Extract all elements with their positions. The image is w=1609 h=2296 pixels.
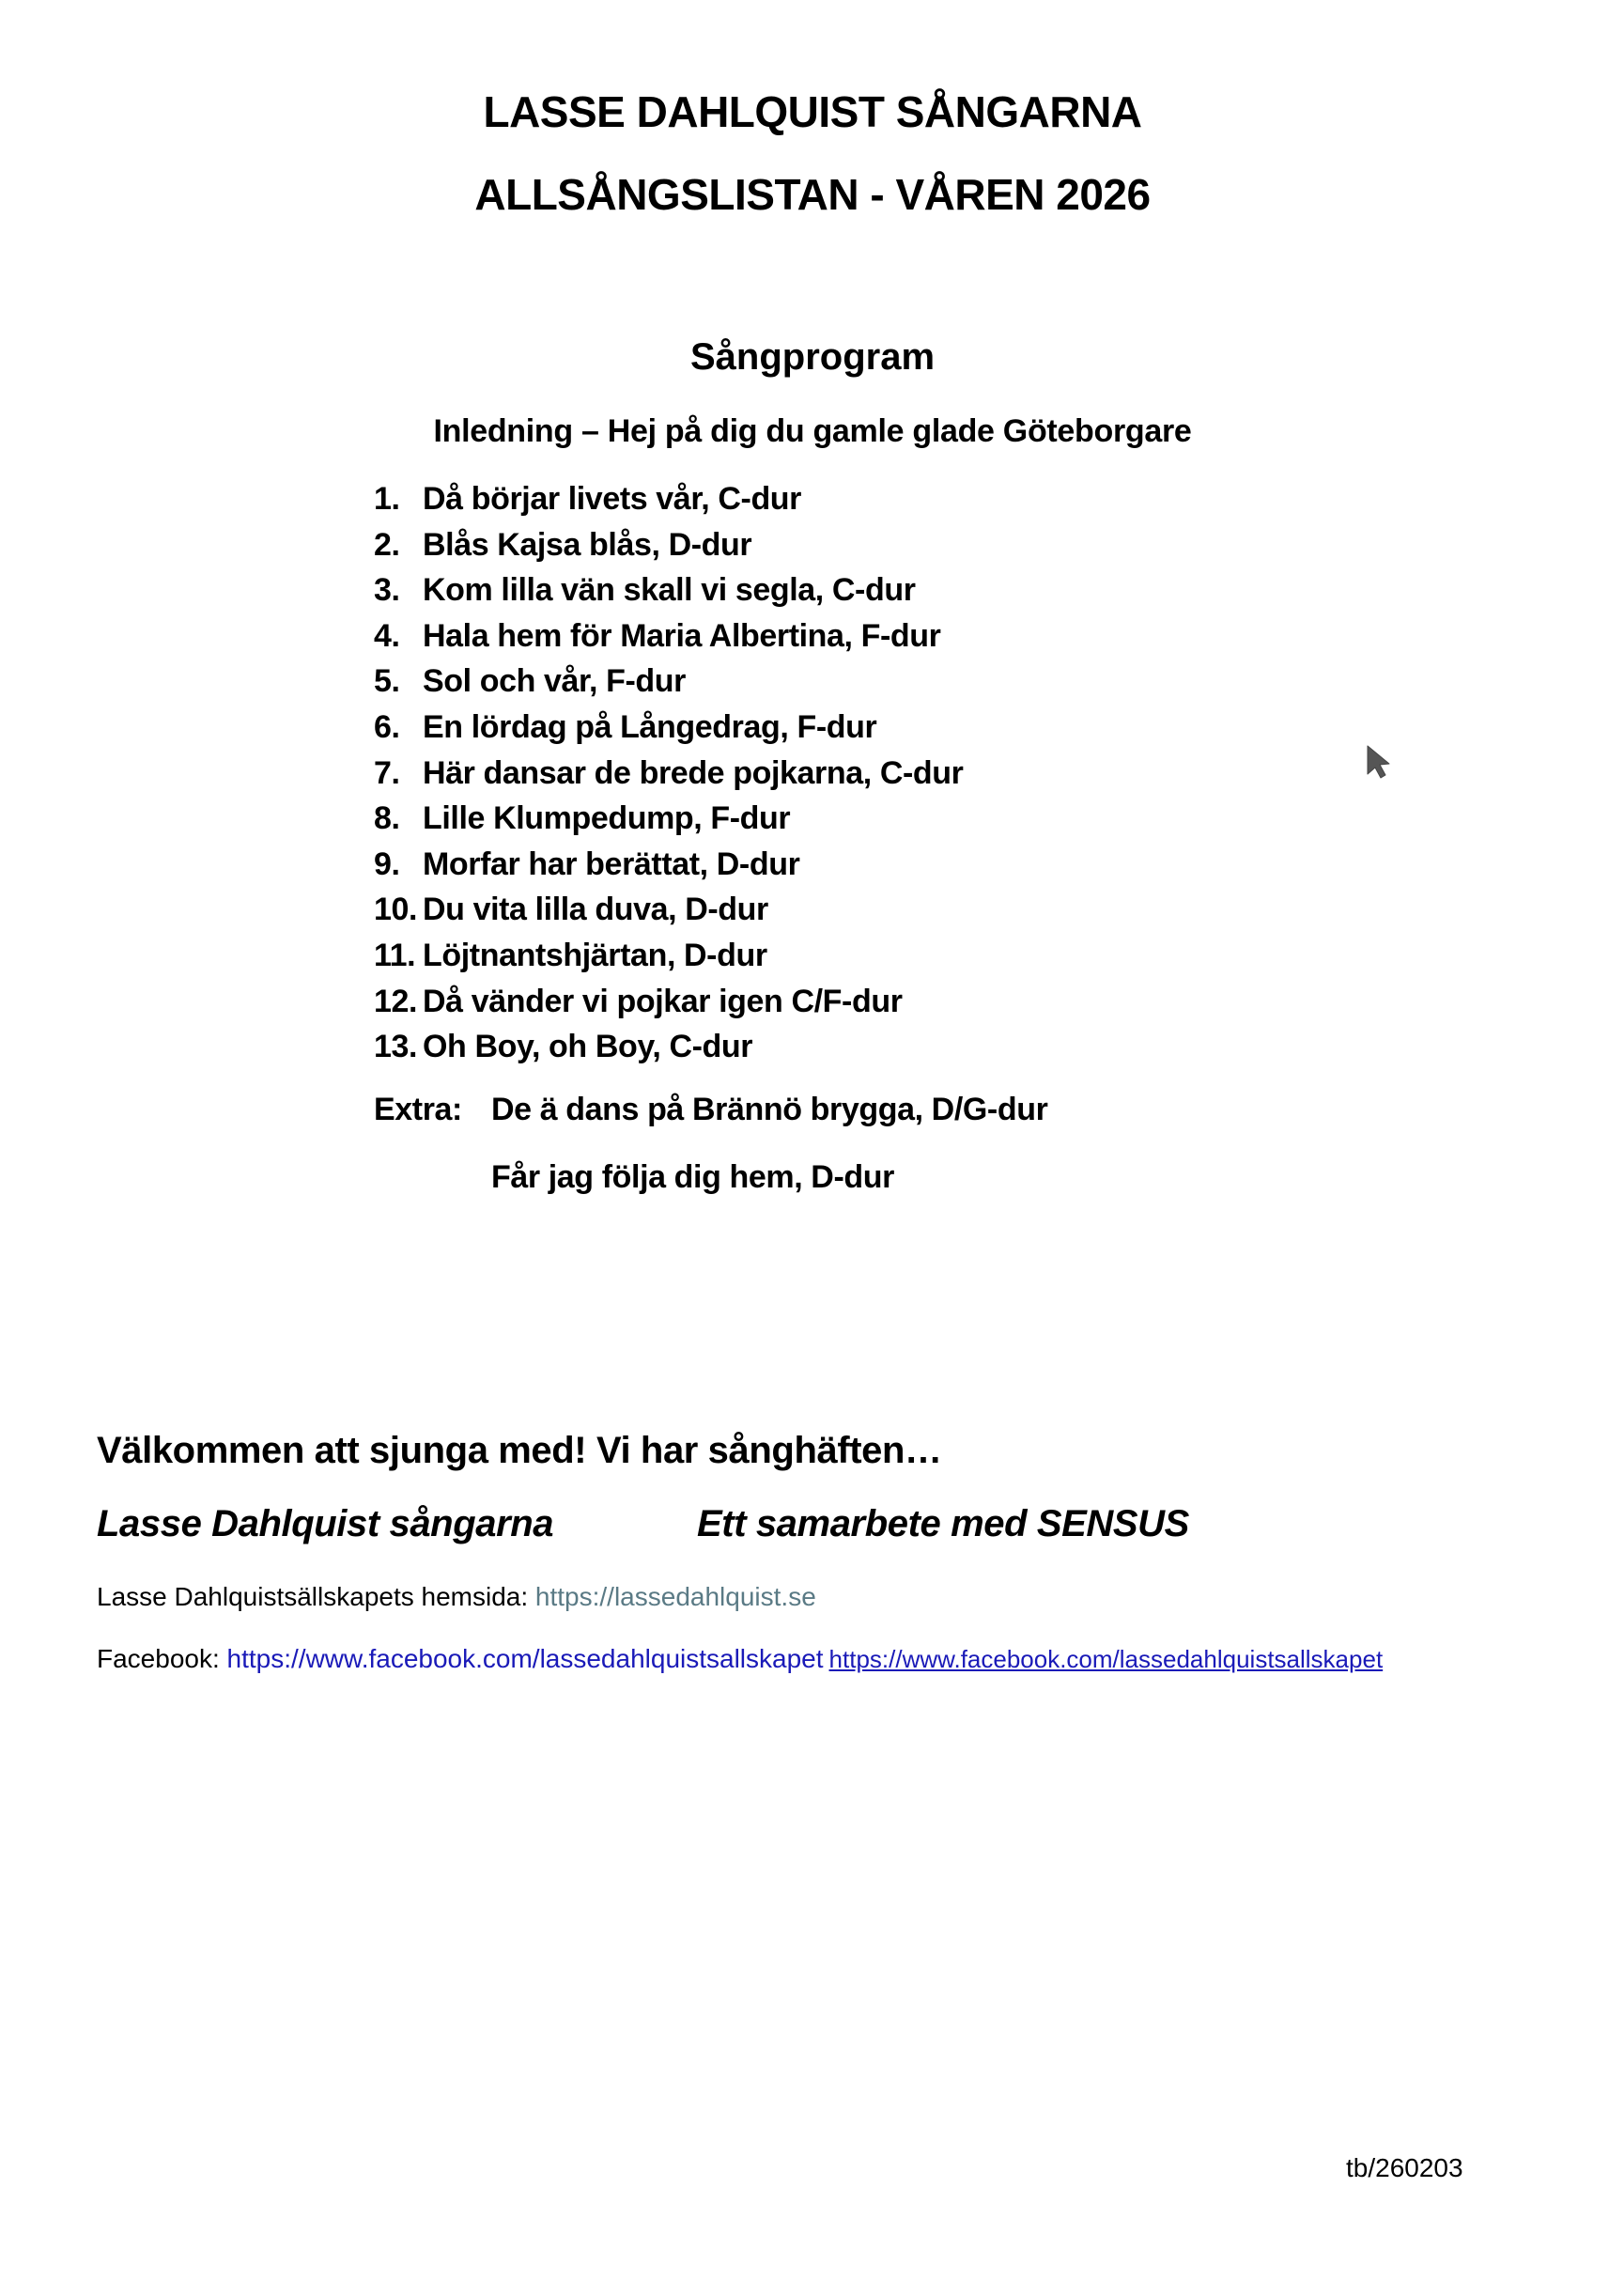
song-title: Du vita lilla duva, D-dur (423, 892, 768, 928)
song-title: Blås Kajsa blås, D-dur (423, 526, 752, 563)
organization-name: Lasse Dahlquist sångarna (97, 1503, 554, 1544)
partner-text: Ett samarbete med SENSUS (697, 1503, 1189, 1544)
song-title: Då vänder vi pojkar igen C/F-dur (423, 983, 903, 1019)
song-number: 13. (374, 1029, 418, 1065)
song-title: Löjtnantshjärtan, D-dur (423, 937, 767, 973)
document-subtitle: ALLSÅNGSLISTAN - VÅREN 2026 (474, 170, 1151, 219)
song-number: 9. (374, 845, 400, 882)
song-item (374, 567, 964, 613)
song-title: Då börjar livets vår, C-dur (423, 481, 802, 517)
song-number: 11. (374, 937, 416, 973)
song-number: 12. (374, 983, 418, 1019)
homepage-label: Lasse Dahlquistsällskapets hemsida: (97, 1582, 535, 1611)
song-number: 10. (374, 892, 418, 928)
song-number: 8. (374, 800, 400, 837)
extra-song-title: De ä dans på Brännö brygga, D/G-dur (491, 1092, 1048, 1127)
program-heading: Sångprogram (689, 336, 936, 378)
song-item (374, 842, 964, 888)
song-item (374, 933, 964, 979)
facebook-label: Facebook: (97, 1644, 227, 1673)
document-code: tb/260203 (1346, 2153, 1463, 2182)
song-title: Kom lilla vän skall vi segla, C-dur (423, 572, 916, 609)
song-item (374, 613, 964, 659)
song-number: 5. (374, 663, 400, 700)
song-title: En lördag på Långedrag, F-dur (423, 708, 877, 745)
facebook-link-underlined[interactable]: https://www.facebook.com/lassedahlquistsallskapet (828, 1645, 1384, 1673)
song-number: 6. (374, 708, 400, 745)
extra-song-row (491, 1159, 894, 1196)
song-title: Hala hem för Maria Albertina, F-dur (423, 617, 941, 654)
song-item (374, 522, 964, 568)
welcome-text: Välkommen att sjunga med! Vi har sånghäften… (97, 1430, 942, 1471)
document-title: LASSE DAHLQUIST SÅNGARNA (483, 87, 1142, 136)
program-intro: Inledning – Hej på dig du gamle glade Göteborgare (433, 413, 1192, 449)
song-item (374, 659, 964, 705)
song-title: Lille Klumpedump, F-dur (423, 800, 791, 837)
song-item (374, 476, 964, 522)
facebook-link[interactable]: https://www.facebook.com/lassedahlquistsallskapet (226, 1644, 824, 1673)
song-item (374, 751, 964, 797)
extra-label: Extra: (374, 1092, 462, 1127)
homepage-link[interactable]: https://lassedahlquist.se (534, 1582, 816, 1611)
song-list (374, 476, 964, 1070)
facebook-line (97, 1644, 1383, 1674)
song-item (374, 979, 964, 1025)
song-item (374, 1024, 964, 1070)
song-item (374, 705, 964, 751)
song-number: 1. (374, 481, 400, 517)
song-title: Morfar har berättat, D-dur (423, 845, 800, 882)
song-number: 4. (374, 617, 400, 654)
extra-song-row (374, 1092, 1047, 1128)
song-number: 2. (374, 526, 400, 563)
extra-song-title: Får jag följa dig hem, D-dur (491, 1159, 894, 1195)
song-number: 3. (374, 572, 400, 609)
song-title: Här dansar de brede pojkarna, C-dur (423, 754, 964, 791)
song-number: 7. (374, 754, 400, 791)
song-title: Oh Boy, oh Boy, C-dur (423, 1029, 753, 1065)
song-item (374, 796, 964, 842)
homepage-line (97, 1582, 816, 1612)
mouse-pointer-icon (1364, 744, 1392, 780)
song-title: Sol och vår, F-dur (423, 663, 686, 700)
song-item (374, 887, 964, 933)
